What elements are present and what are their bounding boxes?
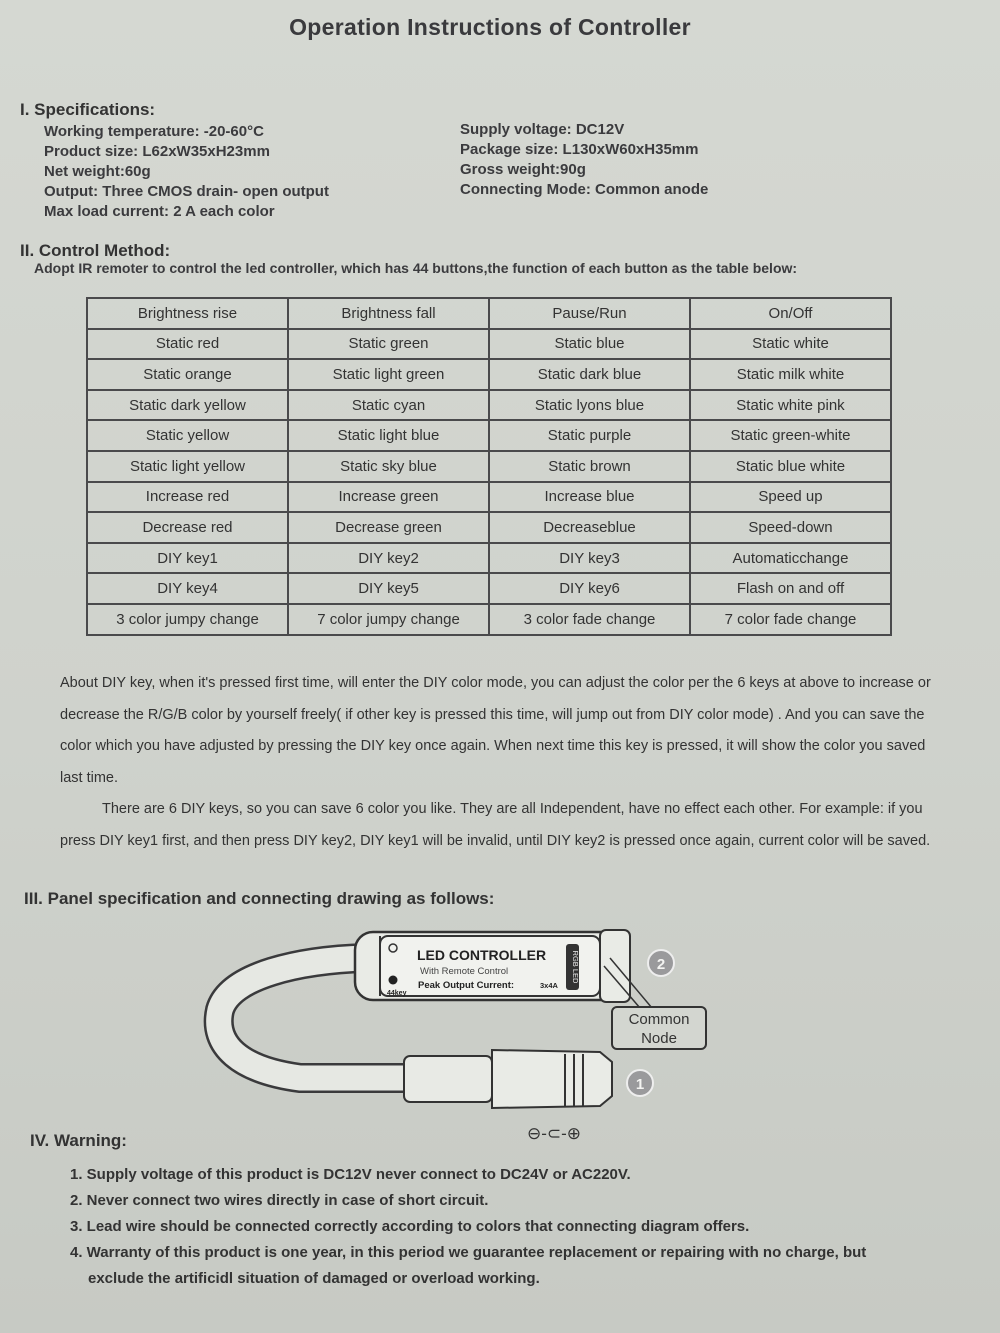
marker-1-label: 1	[635, 1076, 645, 1093]
device-title: LED CONTROLLER	[417, 947, 547, 963]
button-function-cell: Flash on and off	[690, 573, 891, 604]
button-function-cell: Increase green	[288, 482, 489, 513]
panel-heading: III. Panel specification and connecting drawing as follows:	[24, 889, 495, 908]
button-function-cell: Static blue	[489, 329, 690, 360]
dc-jack-sleeve	[404, 1056, 492, 1102]
device-key-count: 44key	[387, 990, 407, 997]
button-function-cell: Decrease red	[87, 512, 288, 543]
button-function-cell: Static green-white	[690, 420, 891, 451]
device-peak-value: 3x4A	[540, 981, 558, 990]
button-function-cell: DIY key3	[489, 543, 690, 574]
button-function-cell: Static green	[288, 329, 489, 360]
button-function-cell: DIY key2	[288, 543, 489, 574]
warning-item-2: 2. Never connect two wires directly in case of short circuit.	[70, 1192, 489, 1209]
warning-item-1: 1. Supply voltage of this product is DC12V never connect to DC24V or AC220V.	[70, 1166, 631, 1183]
button-function-cell: Static milk white	[690, 359, 891, 390]
spec-net-weight: Net weight:60g	[44, 163, 151, 180]
output-port-label: RGB LED	[571, 950, 580, 984]
button-function-cell: Static white pink	[690, 390, 891, 421]
button-function-cell: Increase blue	[489, 482, 690, 513]
button-function-cell: Brightness rise	[87, 298, 288, 329]
button-function-cell: Decrease green	[288, 512, 489, 543]
button-function-cell: DIY key4	[87, 573, 288, 604]
button-function-cell: Static red	[87, 329, 288, 360]
button-function-cell: Static yellow	[87, 420, 288, 451]
spec-output: Output: Three CMOS drain- open output	[44, 183, 329, 200]
diy-explanation: About DIY key, when it's pressed first time, will enter the DIY color mode, you can adjust the color per the 6 keys at above to increase or decrease the R/G/B color by yourself freely( if other key is pressed this time, will jump out from DIY color mode) . And you can save the color which you have adjusted by pressing the DIY key once again. When next time this key is pressed, it will show the color you saved last time.	[60, 675, 931, 786]
warning-item-4: 4. Warranty of this product is one year, in this period we guarantee replacement or repairing with no charge, but	[70, 1244, 867, 1261]
warning-item-3: 3. Lead wire should be connected correctly according to colors that connecting diagram offers.	[70, 1218, 750, 1235]
button-function-cell: Automaticchange	[690, 543, 891, 574]
button-function-cell: DIY key1	[87, 543, 288, 574]
polarity-symbol: ⊖-⊂-⊕	[527, 1124, 582, 1143]
specifications-heading: I. Specifications:	[20, 100, 156, 119]
callout-text-line2: Node	[641, 1030, 677, 1047]
page-title: Operation Instructions of Controller	[289, 14, 691, 40]
button-function-cell: Static blue white	[690, 451, 891, 482]
dc-jack-head	[492, 1050, 612, 1108]
button-function-cell: Brightness fall	[288, 298, 489, 329]
spec-product-size: Product size: L62xW35xH23mm	[44, 143, 270, 160]
button-function-cell: 7 color fade change	[690, 604, 891, 635]
button-function-cell: 3 color fade change	[489, 604, 690, 635]
button-function-cell: DIY key5	[288, 573, 489, 604]
spec-working-temperature: Working temperature: -20-60°C	[44, 123, 264, 140]
button-function-cell: Static lyons blue	[489, 390, 690, 421]
diy-keys-explanation: There are 6 DIY keys, so you can save 6 color you like. They are all Independent, have no effect each other. For example: if you press DIY key1 first, and then press DIY key2, DIY key1 will be invalid, until DIY key2 is pressed once again, current color will be saved.	[60, 801, 931, 849]
spec-gross-weight: Gross weight:90g	[460, 161, 586, 178]
button-function-cell: Static white	[690, 329, 891, 360]
button-function-cell: Decreaseblue	[489, 512, 690, 543]
callout-text-line1: Common	[628, 1011, 690, 1028]
marker-2-label: 2	[656, 956, 666, 973]
button-function-cell: Static dark blue	[489, 359, 690, 390]
spec-max-load: Max load current: 2 A each color	[44, 203, 275, 220]
spec-package-size: Package size: L130xW60xH35mm	[460, 141, 699, 158]
warning-heading: IV. Warning:	[30, 1131, 127, 1150]
button-function-cell: 7 color jumpy change	[288, 604, 489, 635]
info-dot-icon	[389, 976, 398, 985]
button-function-cell: On/Off	[690, 298, 891, 329]
device-peak-current: Peak Output Current:	[418, 980, 515, 991]
warning-item-4-continued: exclude the artificidl situation of damaged or overload working.	[88, 1270, 540, 1287]
button-function-cell: Static light green	[288, 359, 489, 390]
spec-connecting-mode: Connecting Mode: Common anode	[460, 181, 709, 198]
warning-list	[70, 1162, 970, 1292]
button-function-cell: Increase red	[87, 482, 288, 513]
button-function-cell: Pause/Run	[489, 298, 690, 329]
button-function-cell: DIY key6	[489, 573, 690, 604]
button-function-cell: Static light yellow	[87, 451, 288, 482]
button-function-cell: Static light blue	[288, 420, 489, 451]
button-function-cell: Static sky blue	[288, 451, 489, 482]
button-function-cell: Static brown	[489, 451, 690, 482]
button-function-cell: Static orange	[87, 359, 288, 390]
button-function-cell: 3 color jumpy change	[87, 604, 288, 635]
button-function-cell: Speed up	[690, 482, 891, 513]
button-function-cell: Static purple	[489, 420, 690, 451]
spec-supply-voltage: Supply voltage: DC12V	[460, 121, 625, 138]
button-function-cell: Static cyan	[288, 390, 489, 421]
device-subtitle: With Remote Control	[420, 966, 509, 977]
control-intro: Adopt IR remoter to control the led controller, which has 44 buttons,the function of each button as the table below:	[34, 260, 798, 276]
button-function-cell: Speed-down	[690, 512, 891, 543]
button-function-cell: Static dark yellow	[87, 390, 288, 421]
control-method-heading: II. Control Method:	[20, 241, 171, 260]
